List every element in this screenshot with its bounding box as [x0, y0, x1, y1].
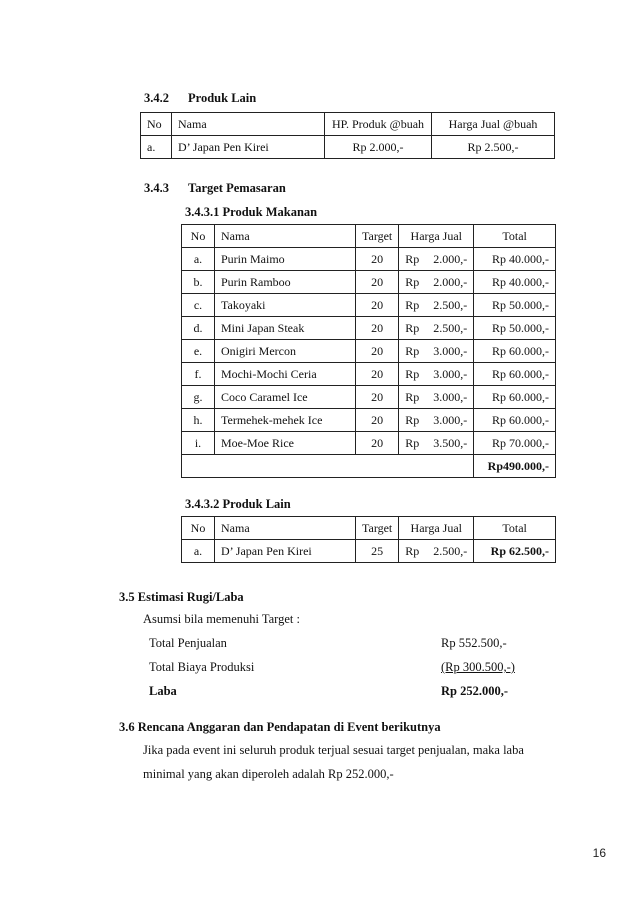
table-row — [141, 136, 555, 159]
header-target: Target — [356, 225, 399, 248]
cell-nama: Onigiri Mercon — [215, 340, 356, 363]
table-row — [182, 248, 556, 271]
currency-label: Rp — [405, 320, 420, 335]
produk-makanan-table — [181, 224, 556, 478]
table-row — [182, 294, 556, 317]
cell-target: 20 — [356, 432, 399, 455]
currency-label: Rp — [405, 366, 420, 381]
cell-harga — [399, 248, 474, 271]
cell-target: 20 — [356, 248, 399, 271]
section-343-title: Target Pemasaran — [188, 181, 286, 195]
cell-nama: Coco Caramel Ice — [215, 386, 356, 409]
laba-value: Rp 252.000,- — [441, 684, 509, 698]
currency-label: Rp — [405, 343, 420, 358]
cell-nama: D’ Japan Pen Kirei — [215, 540, 356, 563]
section-343-number: 3.4.3 — [144, 181, 169, 195]
total-penjualan-value: Rp 552.500,- — [441, 636, 507, 650]
harga-value: 3.000,- — [433, 366, 468, 381]
header-hp-produk: HP. Produk @buah — [325, 113, 432, 136]
cell-harga — [399, 271, 474, 294]
table-row — [182, 432, 556, 455]
header-target: Target — [356, 517, 399, 540]
header-harga-jual: Harga Jual — [399, 225, 474, 248]
currency-label: Rp — [405, 274, 420, 289]
cell-harga — [399, 409, 474, 432]
cell-no: i. — [182, 432, 215, 455]
cell-target: 20 — [356, 271, 399, 294]
cell-harga — [399, 540, 474, 563]
header-harga-jual: Harga Jual — [399, 517, 474, 540]
cell-no: d. — [182, 317, 215, 340]
table-row — [182, 540, 556, 563]
cell-target: 25 — [356, 540, 399, 563]
cell-no: c. — [182, 294, 215, 317]
header-total: Total — [474, 517, 556, 540]
harga-value: 3.500,- — [433, 435, 468, 450]
cell-harga — [399, 294, 474, 317]
header-total: Total — [474, 225, 556, 248]
section-3432-heading: 3.4.3.2 Produk Lain — [185, 497, 291, 511]
section-342-heading — [144, 91, 256, 106]
currency-label: Rp — [405, 435, 420, 450]
cell-nama: Purin Maimo — [215, 248, 356, 271]
cell-no: g. — [182, 386, 215, 409]
table-row — [182, 386, 556, 409]
page-number: 16 — [592, 846, 606, 860]
cell-no: a. — [182, 540, 215, 563]
cell-no: a. — [141, 136, 172, 159]
table-header-row — [182, 225, 556, 248]
cell-target: 20 — [356, 340, 399, 363]
cell-harga — [399, 432, 474, 455]
total-biaya-value: (Rp 300.500,-) — [441, 660, 515, 674]
cell-target: 20 — [356, 317, 399, 340]
cell-harga: Rp 2.500,- — [432, 136, 555, 159]
harga-value: 2.500,- — [433, 297, 468, 312]
table-row — [182, 409, 556, 432]
cell-no: h. — [182, 409, 215, 432]
section-342-number: 3.4.2 — [144, 91, 169, 105]
cell-harga — [399, 317, 474, 340]
cell-target: 20 — [356, 294, 399, 317]
header-nama: Nama — [215, 225, 356, 248]
cell-total: Rp 50.000,- — [474, 294, 556, 317]
cell-harga — [399, 340, 474, 363]
section-35-heading: 3.5 Estimasi Rugi/Laba — [119, 590, 244, 604]
table-row — [182, 317, 556, 340]
currency-label: Rp — [405, 412, 420, 427]
cell-nama: Mochi-Mochi Ceria — [215, 363, 356, 386]
grand-total-row — [182, 455, 556, 478]
cell-target: 20 — [356, 363, 399, 386]
cell-total: Rp 40.000,- — [474, 248, 556, 271]
currency-label: Rp — [405, 297, 420, 312]
cell-nama: Termehek-mehek Ice — [215, 409, 356, 432]
produk-lain-table — [140, 112, 555, 159]
harga-value: 2.500,- — [433, 543, 468, 558]
cell-nama: Purin Ramboo — [215, 271, 356, 294]
cell-no: e. — [182, 340, 215, 363]
produk-lain-target-table — [181, 516, 556, 563]
header-no: No — [182, 517, 215, 540]
header-nama: Nama — [172, 113, 325, 136]
harga-value: 2.500,- — [433, 320, 468, 335]
currency-label: Rp — [405, 543, 420, 558]
section-36-heading: 3.6 Rencana Anggaran dan Pendapatan di Event berikutnya — [119, 720, 441, 734]
cell-harga — [399, 363, 474, 386]
section-3431-heading: 3.4.3.1 Produk Makanan — [185, 205, 318, 219]
cell-total: Rp 70.000,- — [474, 432, 556, 455]
cell-no: b. — [182, 271, 215, 294]
cell-total: Rp 62.500,- — [474, 540, 556, 563]
harga-value: 2.000,- — [433, 274, 468, 289]
grand-total-spacer — [182, 455, 474, 478]
cell-nama: Moe-Moe Rice — [215, 432, 356, 455]
cell-total: Rp 40.000,- — [474, 271, 556, 294]
cell-nama: Mini Japan Steak — [215, 317, 356, 340]
table-header-row — [141, 113, 555, 136]
cell-no: f. — [182, 363, 215, 386]
harga-value: 3.000,- — [433, 389, 468, 404]
harga-value: 3.000,- — [433, 412, 468, 427]
cell-total: Rp 60.000,- — [474, 340, 556, 363]
table-row — [182, 363, 556, 386]
header-no: No — [141, 113, 172, 136]
header-harga-jual: Harga Jual @buah — [432, 113, 555, 136]
cell-nama: D’ Japan Pen Kirei — [172, 136, 325, 159]
cell-hp: Rp 2.000,- — [325, 136, 432, 159]
paragraph-line-1: Jika pada event ini seluruh produk terjual sesuai target penjualan, maka laba — [143, 743, 524, 757]
section-343-heading — [144, 181, 286, 196]
table-header-row — [182, 517, 556, 540]
grand-total: Rp490.000,- — [474, 455, 556, 478]
assumption-text: Asumsi bila memenuhi Target : — [143, 612, 300, 626]
cell-total: Rp 60.000,- — [474, 409, 556, 432]
section-342-title: Produk Lain — [188, 91, 257, 105]
table-row — [182, 340, 556, 363]
total-biaya-label: Total Biaya Produksi — [149, 660, 255, 674]
cell-total: Rp 60.000,- — [474, 386, 556, 409]
cell-target: 20 — [356, 409, 399, 432]
cell-nama: Takoyaki — [215, 294, 356, 317]
header-nama: Nama — [215, 517, 356, 540]
table-row — [182, 271, 556, 294]
header-no: No — [182, 225, 215, 248]
cell-harga — [399, 386, 474, 409]
total-penjualan-label: Total Penjualan — [149, 636, 227, 650]
harga-value: 2.000,- — [433, 251, 468, 266]
currency-label: Rp — [405, 251, 420, 266]
cell-total: Rp 50.000,- — [474, 317, 556, 340]
harga-value: 3.000,- — [433, 343, 468, 358]
cell-target: 20 — [356, 386, 399, 409]
cell-total: Rp 60.000,- — [474, 363, 556, 386]
cell-no: a. — [182, 248, 215, 271]
currency-label: Rp — [405, 389, 420, 404]
paragraph-line-2: minimal yang akan diperoleh adalah Rp 252.000,- — [143, 767, 394, 781]
laba-label: Laba — [149, 684, 177, 698]
